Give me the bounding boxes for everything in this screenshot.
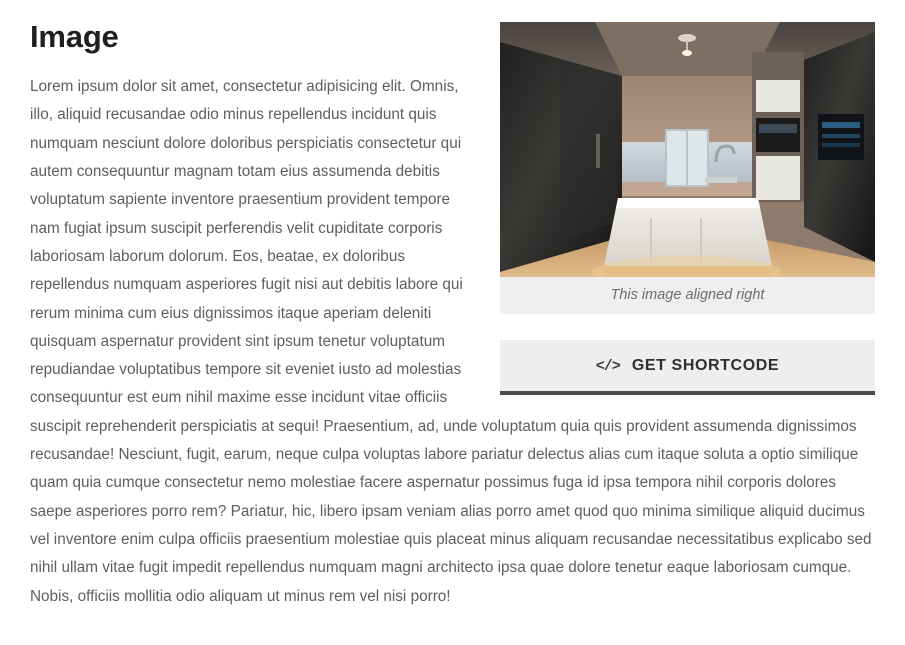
page-title: Image [30,19,119,54]
kitchen-photo [500,22,875,277]
image-figure [500,22,875,314]
kitchen-photo-graphic [500,22,875,277]
image-caption: This image aligned right [500,277,875,314]
media-block [500,22,875,395]
code-icon: </> [595,357,620,375]
body-paragraph: Lorem ipsum dolor sit amet, consectetur adipisicing elit. Omnis, illo, aliquid recusandae odio minus repellendus incidunt quis numquam nesciunt dolore doloribus perspiciatis consectetur qui autem consequuntur magnam totam eius assumenda debitis voluptatum sapiente inventore praesentium provident tempore nam fugiat ipsum suscipit perferendis velit cupiditate corporis laboriosam laborum dolorum. Eos, beatae, ex doloribus repellendus numquam asperiores fugit nisi aut debitis labore qui rerum minima cum eius dignissimos itaque aperiam deleniti quisquam aspernatur provident sint ipsum tenetur voluptatum repudiandae voluptatibus tempore sit eveniet iusto ad molestias consequuntur est eum nihil maxime esse incidunt vitae officiis suscipit reprehenderit perspiciatis at sequi! Praesentium, ad, unde voluptatum quia quis provident assumenda dignissimos recusandae! Nesciunt, fugit, earum, neque culpa voluptas labore pariatur delectus alias cum itaque soluta a optio similique quam quia cumque consectetur nemo molestiae facere aspernatur possimus fuga id ipsa tempora nihil corporis dolores saepe asperiores porro rem? Pariatur, hic, libero ipsam veniam alias porro amet quod quo minima similique aliquid ducimus vel inventore enim culpa officiis praesentium molestiae quis placeat minus aliquam recusandae necessitatibus explicabo sed nihil ullam vitae fugit impedit repellendus numquam magni architecto ipsa quae dolore tenetur eaque laboriosam cumque. Nobis, officiis mollitia odio aliquam ut minus rem vel nisi porro! [30,78,872,605]
shortcode-button-label: GET SHORTCODE [631,357,780,374]
shortcode-button-content [596,357,779,375]
get-shortcode-button[interactable] [500,340,875,395]
